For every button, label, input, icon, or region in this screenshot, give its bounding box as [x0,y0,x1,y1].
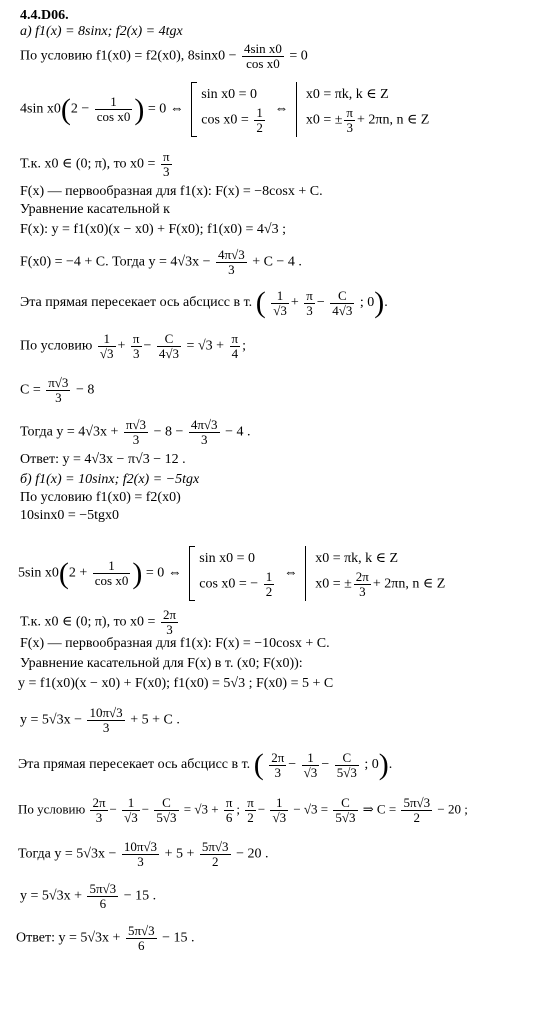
part-a-c: C = $\frac{\pi√3}{3}$ − 8 [20,375,95,405]
system-brace: sin x0 = 0 cos x0 = $\frac{1}{2}$ [191,84,267,135]
part-a-answer: Ответ: y = 4√3x − π√3 − 12 . [20,452,186,467]
part-b-tangent-2: y = f1(x0)(x − x0) + F(x0); f1(x0) = 5√3 ; F(x0) = 5 + C [18,676,334,691]
part-b-y2: y = 5√3x + $\frac{5\pi√3}{6}$ − 15 . [20,881,157,911]
part-a-condition: По условию f1(x0) = f2(x0), 8sinx0 − $\frac{\text{4sin x0}}{\text{cos x0}}$ = 0 [20,41,308,71]
part-a-then: Тогда y = 4√3x + $\frac{\pi√3}{3}$ − 8 − $\frac{4\pi√3}{3}$ − 4 . [20,417,251,447]
problem-number: 4.4.D06. [20,8,69,23]
part-b-y1: y = 5√3x − $\frac{10\pi√3}{3}$ + 5 + C . [20,705,180,735]
part-a-tk: Т.к. x0 ∈ (0; π), то x0 = $\frac{\pi}{3}$ [20,149,170,179]
part-b-primitive: F(x) — первообразная для f1(x): F(x) = −10cosx + C. [20,636,330,651]
part-a-fx0: F(x0) = −4 + C. Тогда y = 4√3x − $\frac{4\pi√3}{3}$ + C − 4 . [20,247,302,277]
set-brace: x0 = πk, k ∈ Z x0 = ± $\frac{\pi}{3}$ + 2πn, n ∈ Z [296,84,430,135]
part-a-cross: Эта прямая пересекает ось абсцисс в т. ( $\frac{1}{√3}$ + $\frac{\pi}{3}$ − $\frac{C}{4√3}$ ; 0). [20,286,388,319]
part-b-tangent: Уравнение касательной для F(x) в т. (x0; F(x0)): [20,656,303,671]
part-b-answer: Ответ: y = 5√3x + $\frac{5\pi√3}{6}$ − 15 . [16,923,195,953]
part-b-header: б) f1(x) = 10sinx; f2(x) = −5tgx [20,472,200,487]
part-b-equation: 5sin x0(2 + $\frac{1}{\text{cos x0}}$ ) = 0 ⇔ sin x0 = 0 cos x0 = − $\frac{1}{2}$ ⇔ x0 = πk, k ∈ Z x0 = ± $\frac{2\pi}{3}$ + 2πn, n ∈ Z [18,548,449,599]
part-b-tk: Т.к. x0 ∈ (0; π), то x0 = $\frac{2\pi}{3}$ [20,607,177,637]
part-a-equation: 4sin x0(2 − $\frac{1}{\text{cos x0}}$ ) = 0 ⇔ sin x0 = 0 cos x0 = $\frac{1}{2}$ ⇔ x0 = πk, k ∈ Z x0 = ± $\frac{\pi}{3}$ + 2πn, n ∈ Z [20,84,433,135]
part-b-cross: Эта прямая пересекает ось абсцисс в т. ( $\frac{2\pi}{3}$ − $\frac{1}{√3}$ − $\frac{C}{5√3}$ ; 0). [18,748,393,781]
fraction: $\frac{\text{4sin x0}}{\text{cos x0}}$ [243,41,282,71]
part-a-tangent-2: F(x): y = f1(x0)(x − x0) + F(x0); f1(x0) = 4√3 ; [20,222,286,237]
part-a-primitive: F(x) — первообразная для f1(x): F(x) = −8cosx + C. [20,184,323,199]
part-b-condition: По условию f1(x0) = f2(x0) [20,490,181,505]
part-b-equation-1: 10sinx0 = −5tgx0 [20,508,120,523]
set-brace: x0 = πk, k ∈ Z x0 = ± $\frac{2\pi}{3}$ + 2πn, n ∈ Z [305,548,445,599]
system-brace: sin x0 = 0 cos x0 = − $\frac{1}{2}$ [189,548,276,599]
part-b-cond2: По условию $\frac{2\pi}{3}$ − $\frac{1}{√3}$ − $\frac{C}{5√3}$ = √3 + $\frac{\pi}{6}$ ; $\frac{\pi}{2}$ − $\frac{1}{√3}$ − √3 = $\frac{C}{5√3}$ ⇒ C = $\frac{5\pi√3}{2}$ − 20 ; [18,795,468,825]
part-a-cond2: По условию $\frac{1}{√3}$ + $\frac{\pi}{3}$ − $\frac{C}{4√3}$ = √3 + $\frac{\pi}{4}$ ; [20,331,246,361]
part-a-tangent: Уравнение касательной к [20,202,170,217]
part-b-then: Тогда y = 5√3x − $\frac{10\pi√3}{3}$ + 5 + $\frac{5\pi√3}{2}$ − 20 . [18,839,269,869]
part-a-header: а) f1(x) = 8sinx; f2(x) = 4tgx [20,24,183,39]
